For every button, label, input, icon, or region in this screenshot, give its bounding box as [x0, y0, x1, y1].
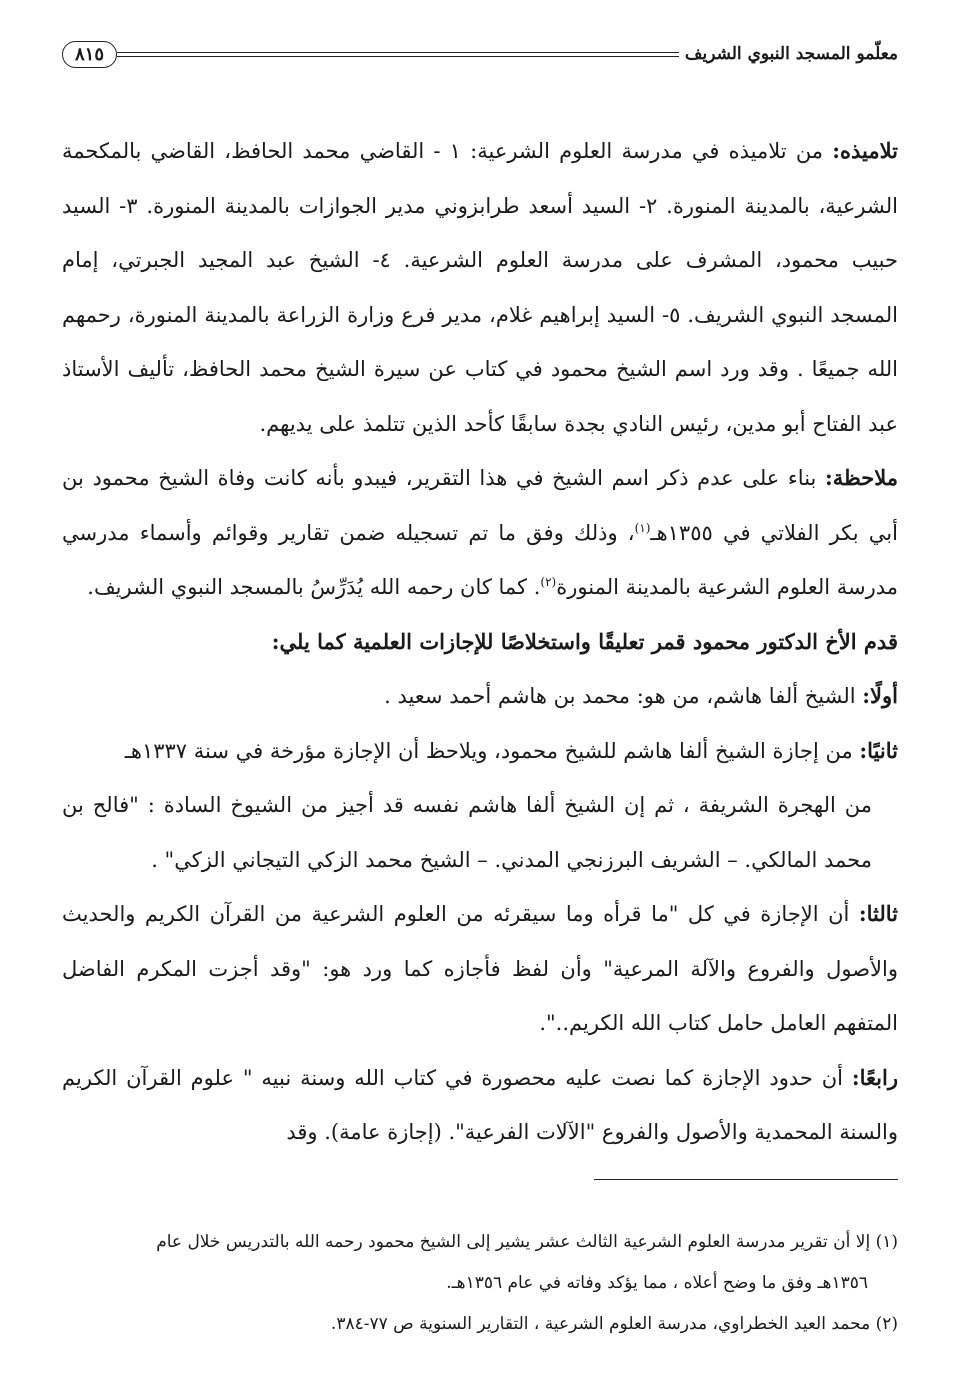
- running-title: معلّمو المسجد النبوي الشريف: [684, 44, 898, 64]
- second-label: ثانيًا:: [859, 737, 898, 763]
- footnote-1: (١) إلا أن تقرير مدرسة العلوم الشرعية الثالث عشر يشير إلى الشيخ محمود رحمه الله بالتدريس خلال عام: [156, 1232, 898, 1252]
- footnotes: [62, 1222, 898, 1345]
- first-point: [62, 669, 898, 724]
- students-text: من تلاميذه في مدرسة العلوم الشرعية: ١ - القاضي محمد الحافظ، القاضي بالمكحمة الشرعية، بالمدينة المنورة. ٢- السيد أسعد طرابزوني مدير الجوازات بالمدينة المنورة. ٣- السيد حبيب محمود، المشرف على مدرسة العلوم الشرعية. ٤- الشيخ عبد المجيد الجبرتي، إمام المسجد النبوي الشريف. ٥- السيد إبراهيم غلام، مدير فرع وزارة الزراعة بالمدينة المنورة، رحمهم الله جميعًا . وقد ورد اسم الشيخ محمود في كتاب عن سيرة الشيخ محمد الحافظ، تأليف الأستاذ عبد الفتاح أبو مدين، رئيس النادي بجدة سابقًا كأحد الذين تتلمذ على يديهم.: [62, 139, 898, 436]
- footnote-1-continuation: ١٣٥٦هـ وفق ما وضح أعلاه ، مما يؤكد وفاته في عام ١٣٥٦هـ.: [446, 1273, 868, 1293]
- note-text-c: . كما كان رحمه الله يُدَرِّسُ بالمسجد النبوي الشريف.: [87, 575, 541, 599]
- second-point-continuation: من الهجرة الشريفة ، ثم إن الشيخ ألفا هاشم نفسه قد أجيز من الشيوخ السادة : "فالح بن محمد المالكي. – الشريف البرزنجي المدني. – الشيخ محمد الزكي التيجاني الزكي" .: [62, 793, 872, 872]
- footnote-ref-1[interactable]: (١): [634, 520, 651, 535]
- footnote-2: (٢) محمد العيد الخطراوي، مدرسة العلوم الشرعية ، التقارير السنوية ص ٧٧-٣٨٤.: [330, 1314, 898, 1334]
- header-rule: [117, 52, 679, 57]
- note-label: ملاحظة:: [825, 465, 898, 490]
- fourth-point: [62, 1051, 898, 1160]
- footnote-separator: [594, 1179, 898, 1180]
- second-point: [62, 724, 898, 779]
- footnote-ref-2[interactable]: (٢): [540, 575, 557, 589]
- third-text: أن الإجازة في كل "ما قرأه وما سيقرئه من العلوم الشرعية من القرآن الكريم والحديث والأصول والفروع والآلة المرعية" وأن لفظ فأجازه كما ورد هو: "وقد أجزت المكرم الفاضل المتفهم العامل حامل كتاب الله الكريم..".: [62, 902, 898, 1035]
- note-text-b: ، وذلك وفق ما تم تسجيله ضمن تقارير وقوائم وأسماء مدرسي مدرسة العلوم الشرعية بالمدينة المنورة: [62, 520, 898, 599]
- students-label: تلاميذه:: [832, 138, 898, 163]
- running-header: [62, 34, 898, 74]
- book-page: [62, 26, 898, 1356]
- first-label: أولًا:: [862, 683, 898, 708]
- fourth-label: رابعًا:: [851, 1064, 898, 1090]
- note-text-a: بناء على عدم ذكر اسم الشيخ في هذا التقرير، فيبدو بأنه كانت وفاة الشيخ محمود بن أبي بكر الفلاتي في ١٣٥٥هـ: [62, 466, 898, 545]
- fourth-text: أن حدود الإجازة كما نصت عليه محصورة في كتاب الله وسنة نبيه " علوم القرآن الكريم والسنة المحمدية والأصول والفروع "الآلات الفرعية". (إجازة عامة). وقد: [62, 1065, 898, 1144]
- students-paragraph: [62, 124, 898, 451]
- second-text: من إجازة الشيخ ألفا هاشم للشيخ محمود، ويلاحظ أن الإجازة مؤرخة في سنة ١٣٣٧هـ: [124, 738, 860, 763]
- section-heading: قدم الأخ الدكتور محمود قمر تعليقًا واستخلاصًا للإجازات العلمية كما يلي:: [271, 628, 898, 654]
- note-paragraph: [62, 451, 898, 615]
- main-text: [62, 124, 898, 1160]
- page-number: ٨١٥: [62, 41, 117, 68]
- third-point: [62, 887, 898, 1051]
- first-text: الشيخ ألفا هاشم، من هو: محمد بن هاشم أحمد سعيد .: [384, 684, 863, 708]
- third-label: ثالثا:: [858, 901, 898, 926]
